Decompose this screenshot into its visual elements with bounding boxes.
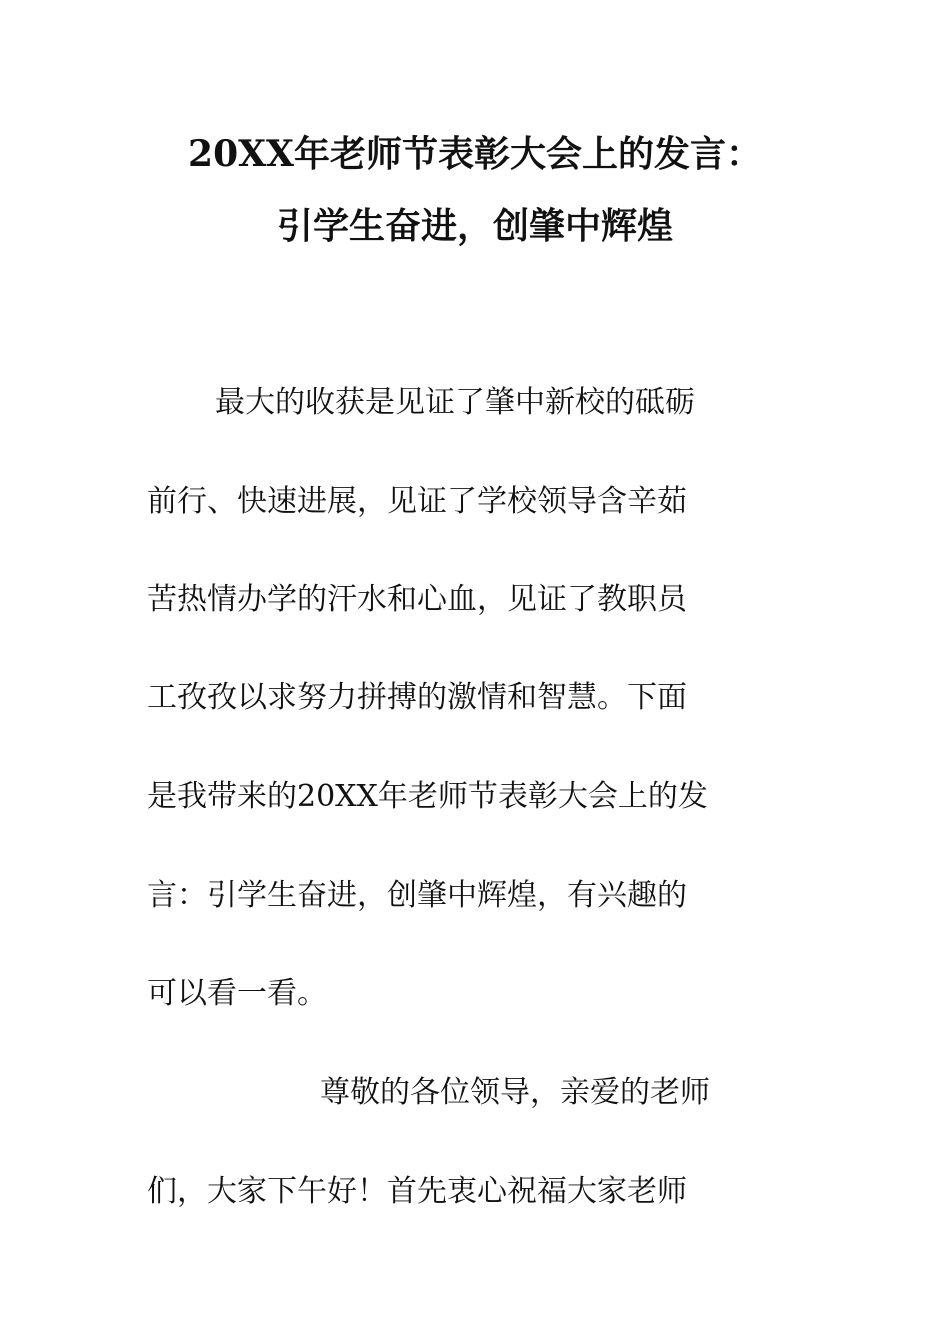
document-title-line-2: 引学生奋进，创肇中辉煌: [276, 205, 673, 247]
body-line-1: 最大的收获是见证了肇中新校的砥砺: [215, 385, 695, 420]
body-line-4: 工孜孜以求努力拼搏的激情和智慧。下面: [147, 680, 687, 715]
body-line-3: 苦热情办学的汗水和心血，见证了教职员: [147, 582, 687, 617]
body-line-7: 可以看一看。: [147, 976, 327, 1011]
body-line-5: 是我带来的20XX年老师节表彰大会上的发: [147, 779, 708, 814]
body-line-2: 前行、快速进展，见证了学校领导含辛茹: [147, 484, 687, 519]
document-title-line-1: 20XX年老师节表彰大会上的发言：: [188, 133, 762, 175]
body-line-6: 言：引学生奋进，创肇中辉煌，有兴趣的: [147, 878, 687, 913]
body-line-8: 尊敬的各位领导，亲爱的老师: [320, 1075, 710, 1110]
body-line-9: 们，大家下午好！首先衷心祝福大家老师: [147, 1174, 687, 1209]
